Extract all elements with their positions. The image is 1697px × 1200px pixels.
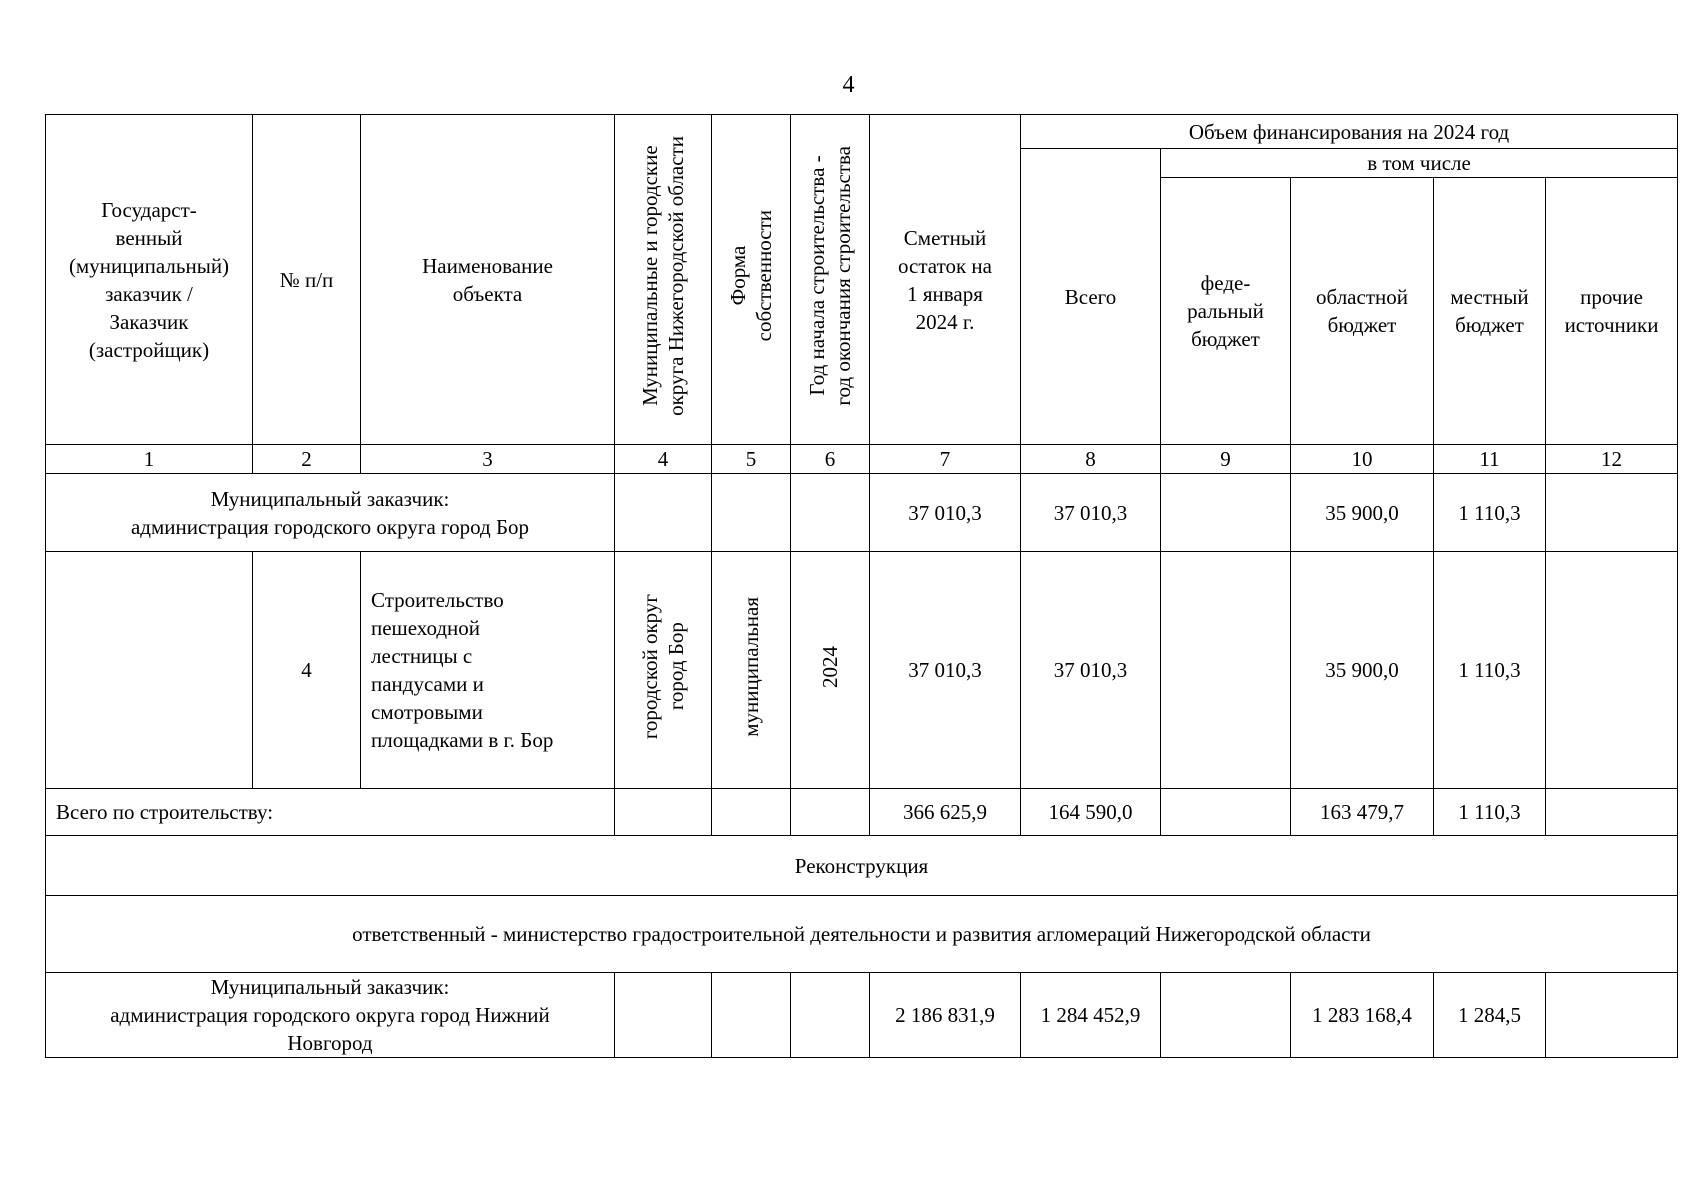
construction-total-label: Всего по строительству: bbox=[46, 789, 615, 836]
empty-cell bbox=[615, 973, 712, 1058]
page-number: 4 bbox=[842, 72, 855, 98]
other-value bbox=[1546, 552, 1678, 789]
estimate-value: 37 010,3 bbox=[870, 552, 1021, 789]
regional-value: 35 900,0 bbox=[1291, 552, 1434, 789]
local-value: 1 284,5 bbox=[1434, 973, 1546, 1058]
header-municipalities: Муниципальные и городские округа Нижегородской области bbox=[615, 115, 712, 445]
local-value: 1 110,3 bbox=[1434, 474, 1546, 552]
estimate-value: 37 010,3 bbox=[870, 474, 1021, 552]
federal-value bbox=[1161, 973, 1291, 1058]
responsible-ministry: ответственный - министерство градостроительной деятельности и развития агломераций Нижегородской области bbox=[46, 896, 1678, 973]
local-value: 1 110,3 bbox=[1434, 552, 1546, 789]
column-number: 2 bbox=[253, 445, 361, 474]
object-years: 2024 bbox=[791, 552, 870, 789]
header-object-name: Наименование объекта bbox=[361, 115, 615, 445]
object-municipality: городской округ город Бор bbox=[615, 552, 712, 789]
column-number: 10 bbox=[1291, 445, 1434, 474]
header-local: местный бюджет bbox=[1434, 178, 1546, 445]
estimate-value: 2 186 831,9 bbox=[870, 973, 1021, 1058]
regional-value: 163 479,7 bbox=[1291, 789, 1434, 836]
local-value: 1 110,3 bbox=[1434, 789, 1546, 836]
federal-value bbox=[1161, 552, 1291, 789]
customer-row-bor bbox=[46, 474, 1678, 552]
object-name: Строительство пешеходной лестницы с пандусами и смотровыми площадками в г. Бор bbox=[361, 552, 615, 789]
federal-value bbox=[1161, 474, 1291, 552]
column-number: 11 bbox=[1434, 445, 1546, 474]
section-title: Реконструкция bbox=[46, 836, 1678, 896]
object-ownership: муниципальная bbox=[712, 552, 791, 789]
total-value: 164 590,0 bbox=[1021, 789, 1161, 836]
column-number: 6 bbox=[791, 445, 870, 474]
column-number: 4 bbox=[615, 445, 712, 474]
section-row bbox=[46, 836, 1678, 896]
other-value bbox=[1546, 789, 1678, 836]
empty-cell bbox=[791, 973, 870, 1058]
total-value: 37 010,3 bbox=[1021, 474, 1161, 552]
total-value: 1 284 452,9 bbox=[1021, 973, 1161, 1058]
responsible-row bbox=[46, 896, 1678, 973]
estimate-value: 366 625,9 bbox=[870, 789, 1021, 836]
header-years: Год начала строительства - год окончания строительства bbox=[791, 115, 870, 445]
customer-row-nn bbox=[46, 973, 1678, 1058]
column-number: 12 bbox=[1546, 445, 1678, 474]
column-number: 8 bbox=[1021, 445, 1161, 474]
object-row bbox=[46, 552, 1678, 789]
object-number: 4 bbox=[253, 552, 361, 789]
column-number: 7 bbox=[870, 445, 1021, 474]
object-customer bbox=[46, 552, 253, 789]
header-estimate: Сметный остаток на 1 января 2024 г. bbox=[870, 115, 1021, 445]
header-ownership: Форма собственности bbox=[712, 115, 791, 445]
empty-cell bbox=[712, 973, 791, 1058]
construction-total-row bbox=[46, 789, 1678, 836]
header-number: № п/п bbox=[253, 115, 361, 445]
column-number: 9 bbox=[1161, 445, 1291, 474]
header-other: прочие источники bbox=[1546, 178, 1678, 445]
regional-value: 35 900,0 bbox=[1291, 474, 1434, 552]
empty-cell bbox=[791, 789, 870, 836]
column-number-row bbox=[46, 445, 1678, 474]
regional-value: 1 283 168,4 bbox=[1291, 973, 1434, 1058]
empty-cell bbox=[712, 474, 791, 552]
empty-cell bbox=[615, 789, 712, 836]
header-federal: феде- ральный бюджет bbox=[1161, 178, 1291, 445]
column-number: 5 bbox=[712, 445, 791, 474]
customer-label: Муниципальный заказчик: администрация городского округа город Бор bbox=[46, 474, 615, 552]
empty-cell bbox=[615, 474, 712, 552]
federal-value bbox=[1161, 789, 1291, 836]
empty-cell bbox=[712, 789, 791, 836]
empty-cell bbox=[791, 474, 870, 552]
header-total: Всего bbox=[1021, 149, 1161, 445]
column-number: 1 bbox=[46, 445, 253, 474]
header-including: в том числе bbox=[1161, 149, 1678, 178]
header-regional: областной бюджет bbox=[1291, 178, 1434, 445]
financing-table bbox=[45, 114, 1678, 1058]
total-value: 37 010,3 bbox=[1021, 552, 1161, 789]
header-financing: Объем финансирования на 2024 год bbox=[1021, 115, 1678, 149]
other-value bbox=[1546, 973, 1678, 1058]
column-number: 3 bbox=[361, 445, 615, 474]
other-value bbox=[1546, 474, 1678, 552]
customer-label: Муниципальный заказчик: администрация городского округа город Нижний Новгород bbox=[46, 973, 615, 1058]
header-customer: Государст- венный (муниципальный) заказчик / Заказчик (застройщик) bbox=[46, 115, 253, 445]
